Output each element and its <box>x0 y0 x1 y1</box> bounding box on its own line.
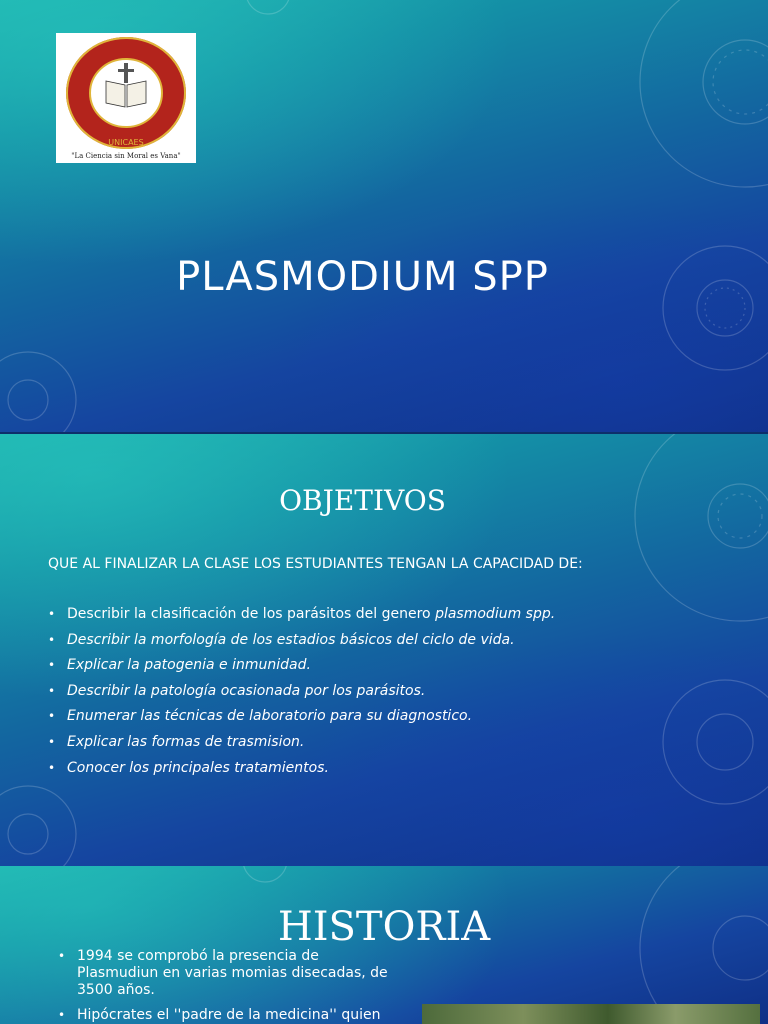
item-text: Describir la clasificación de los parásitos del genero <box>67 606 436 622</box>
list-item <box>48 706 555 732</box>
item-text: Describir la patología ocasionada por los parásitos. <box>67 682 426 699</box>
slide-title <box>0 0 768 432</box>
objectives-list <box>48 604 555 783</box>
item-italic-text: plasmodium spp. <box>435 606 556 622</box>
list-item <box>48 604 555 630</box>
list-item <box>48 630 555 656</box>
item-text: Conocer los principales tratamientos. <box>67 759 329 776</box>
history-title: HISTORIA <box>277 904 491 950</box>
item-text: Explicar la patogenia e inmunidad. <box>67 657 311 674</box>
history-photo <box>422 1004 760 1024</box>
slide-history <box>0 866 768 1024</box>
history-list <box>58 948 403 1024</box>
list-item <box>48 681 555 707</box>
objectives-intro: QUE AL FINALIZAR LA CLASE LOS ESTUDIANTES TENGAN LA CAPACIDAD DE: <box>48 556 583 572</box>
item-text: Describir la morfología de los estadios básicos del ciclo de vida. <box>67 631 515 648</box>
list-item: • 1994 se comprobó la presencia de Plasmudiun en varias momias disecadas, de 3500 años. <box>58 948 403 999</box>
item-text: Enumerar las técnicas de laboratorio para su diagnostico. <box>67 708 473 725</box>
unicaes-seal-icon <box>56 33 196 163</box>
logo-acronym: UNICAES <box>108 138 144 147</box>
list-item <box>48 758 555 784</box>
slide-objectives <box>0 434 768 866</box>
list-item <box>48 655 555 681</box>
university-logo <box>56 33 196 163</box>
item-text: Explicar las formas de trasmision. <box>67 733 305 750</box>
list-item: • Hipócrates el ''padre de la medicina'' quien <box>58 1007 403 1024</box>
logo-motto: "La Ciencia sin Moral es Vana" <box>71 152 181 160</box>
list-item <box>48 732 555 758</box>
objectives-title: OBJETIVOS <box>279 484 446 517</box>
slide-title-text: PLASMODIUM SPP <box>176 254 549 300</box>
